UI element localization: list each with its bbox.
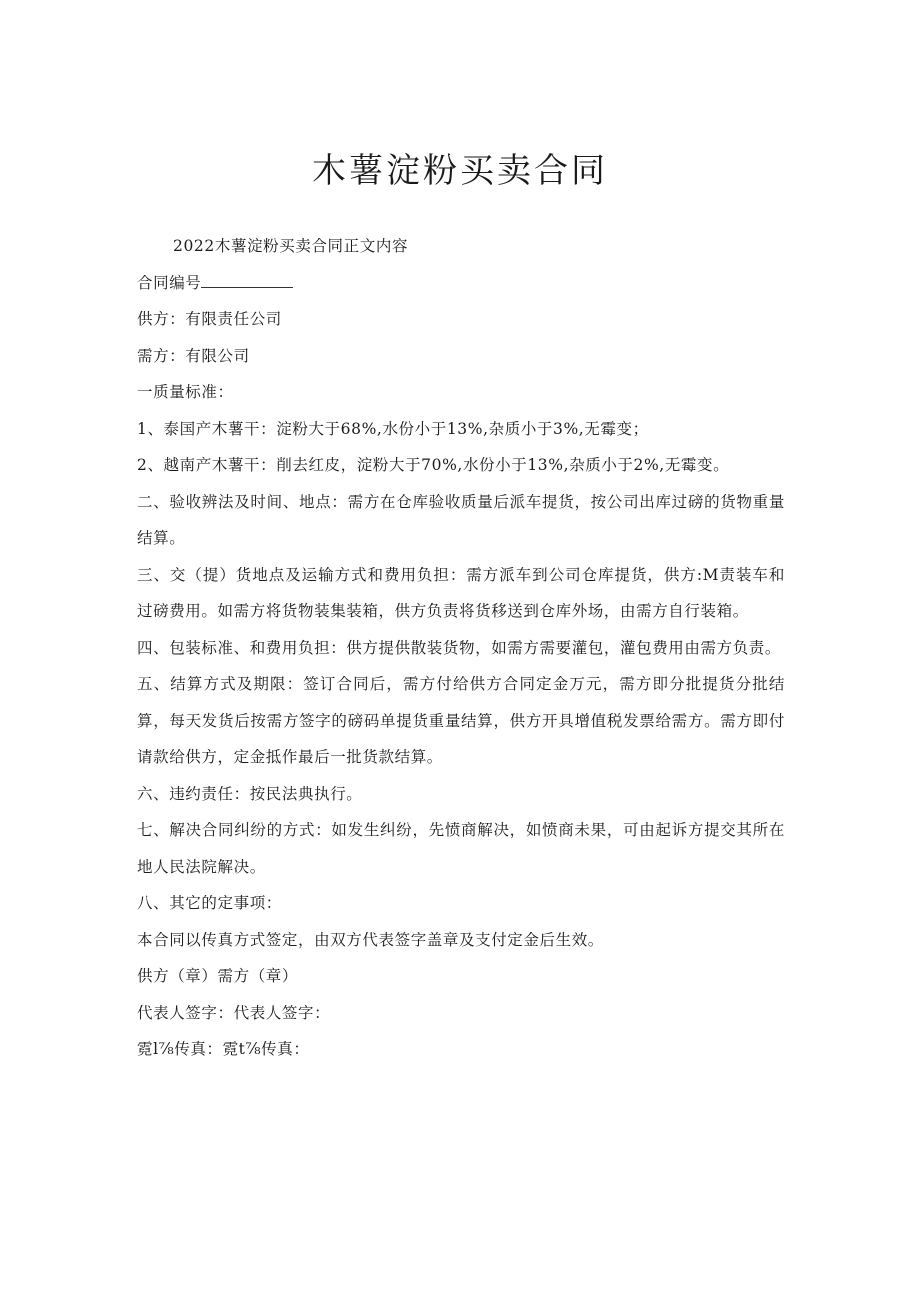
quality-heading: 一质量标准： [137, 383, 234, 401]
fax-line: 霓l⅞传真：霓t⅞传真： [137, 1040, 310, 1058]
contract-number-blank [201, 273, 293, 288]
document-subtitle: 2022木薯淀粉买卖合同正文内容 [173, 237, 409, 255]
quality-item-vietnam: 2、越南产木薯干：削去红皮，淀粉大于70%,水份小于13%,杂质小于2%,无霉变。 [137, 456, 730, 474]
buyer-line: 需方：有限公司 [137, 346, 250, 365]
clause-packaging: 四、包装标准、和费用负担：供方提供散装货物，如需方需要灌包，灌包费用由需方负责。 [137, 638, 782, 657]
supplier-line: 供方：有限责任公司 [137, 310, 282, 328]
document-title: 木薯淀粉买卖合同 [312, 151, 608, 191]
clause-dispute: 七、解决合同纠纷的方式：如发生纠纷，先愤商解决，如愤商未果，可由起诉方提交其所在地人民法院解决。 [137, 821, 785, 876]
signature-line: 代表人签字：代表人签字： [137, 1003, 331, 1022]
clause-effective: 本合同以传真方式签定，由双方代表签字盖章及支付定金后生效。 [137, 930, 604, 949]
clause-settlement: 五、结算方式及期限：签订合同后，需方付给供方合同定金万元，需方即分批提货分批结算，每天发货后按需方签字的磅码单提货重量结算，供方开具增值税发票给需方。需方即付请款给供方，定金抵作最后一批货款结算。 [137, 675, 785, 766]
clause-other-heading: 八、其它的定事项： [137, 894, 282, 912]
contract-number-label: 合同编号 [137, 273, 202, 292]
document-body [137, 228, 785, 1068]
clause-breach: 六、违约责任：按民法典执行。 [137, 784, 363, 803]
clause-delivery: 三、交（提）货地点及运输方式和费用负担：需方派车到公司仓库提货，供方:M责装车和过磅费用。如需方将货物装集装箱，供方负责将货移送到仓库外场，由需方自行装箱。 [137, 565, 785, 620]
quality-item-thailand: 1、泰国产木薯干：淀粉大于68%,水份小于13%,杂质小于3%,无霉变； [137, 419, 649, 438]
seal-line: 供方（章）需方（章） [137, 967, 299, 985]
contract-number-line [137, 265, 785, 302]
clause-inspection: 二、验收辨法及时间、地点：需方在仓库验收质量后派车提货，按公司出库过磅的货物重量结算。 [137, 492, 785, 547]
